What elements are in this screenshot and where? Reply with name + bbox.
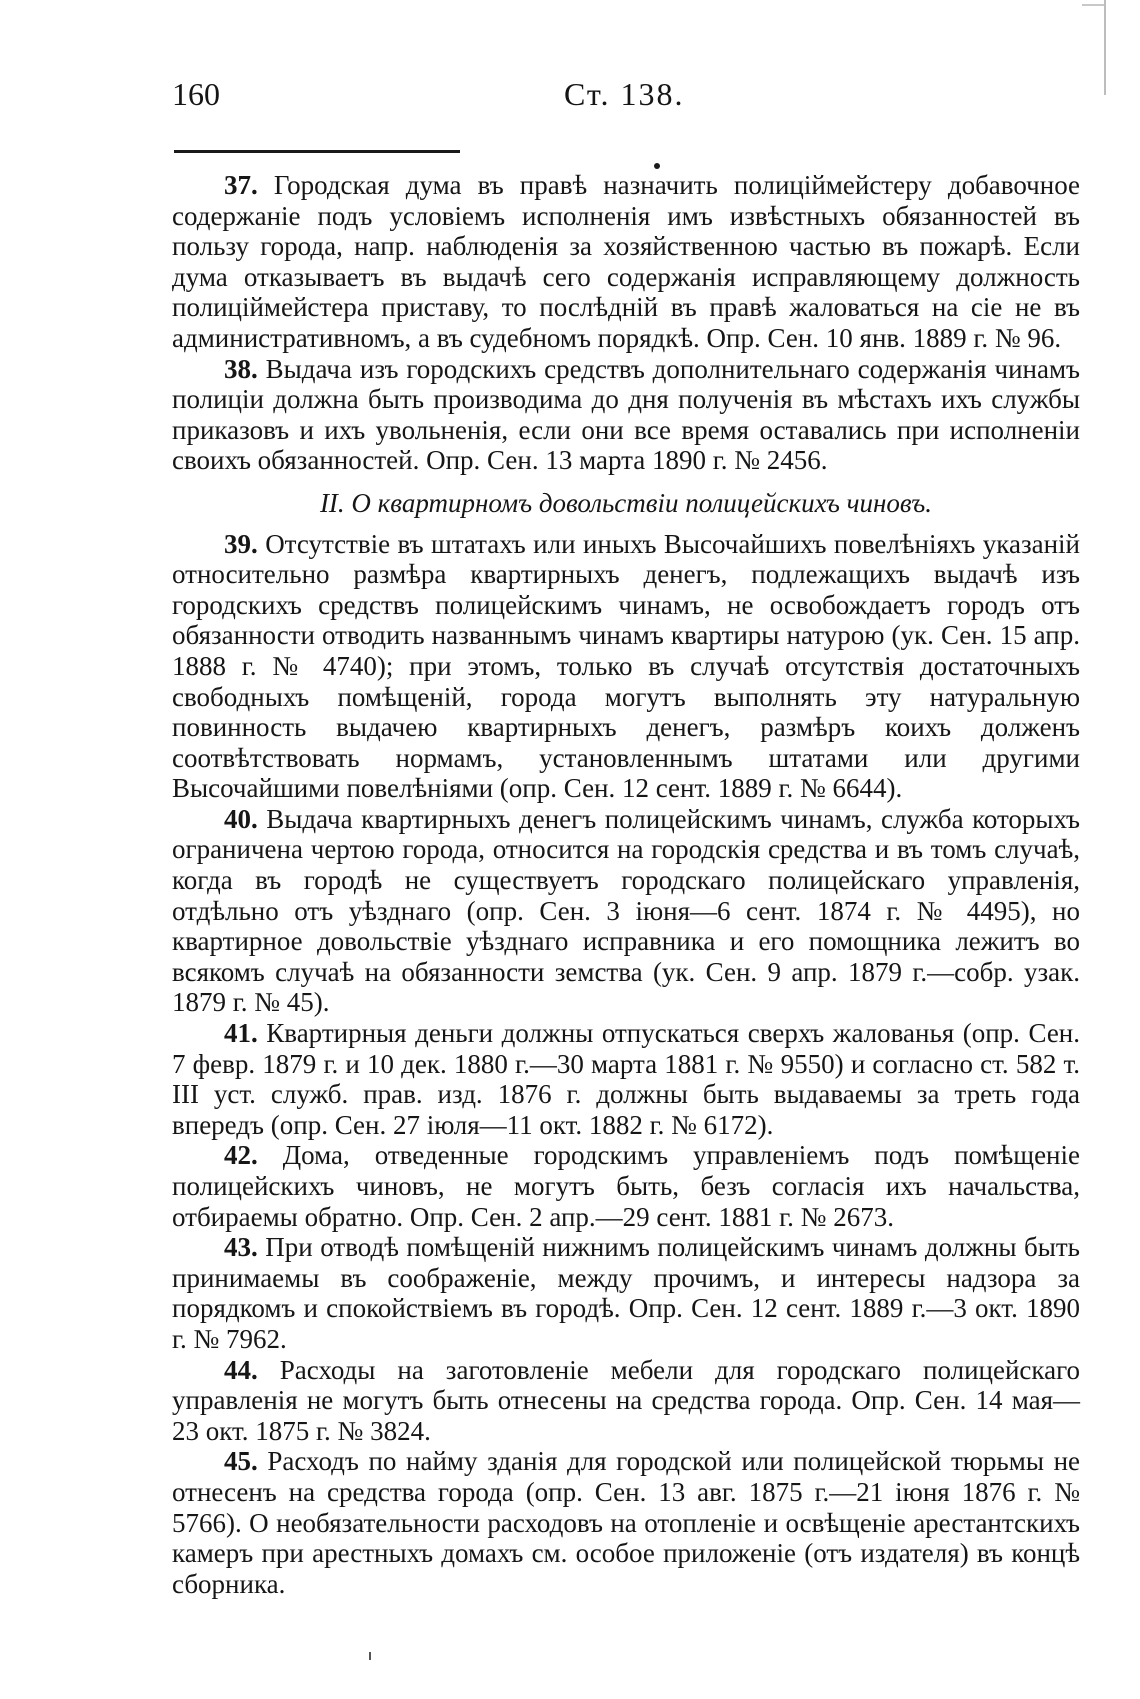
paragraph-number: 44. [224, 1354, 258, 1385]
paragraph-number: 45. [224, 1446, 258, 1477]
article-reference: Ст. 138. [564, 76, 685, 112]
paragraph-text: При отводѣ помѣщеній нижнимъ полицейскимъ чинамъ должны быть принимаемы въ соображеніе, между прочимъ, и интересы надзора за порядкомъ и спокойствіемъ въ городѣ. Опр. Сен. 12 сент. 1889 г.—3 окт. 1890 г. № 7962. [172, 1232, 1080, 1354]
paragraph-text: Квартирныя деньги должны отпускаться сверхъ жалованья (опр. Сен. 7 февр. 1879 г. и 10 дек. 1880 г.—30 марта 1881 г. № 9550) и согласно ст. 582 т. III уст. служб. прав. изд. 1876 г. должны быть выдаваемы за треть года впередъ (опр. Сен. 27 іюля—11 окт. 1882 г. № 6172). [172, 1018, 1081, 1140]
page-number: 160 [172, 76, 220, 112]
paragraph-number: 37. [224, 170, 258, 200]
paragraph-38 [172, 354, 1080, 476]
paragraph-number: 40. [224, 803, 258, 834]
paragraph-41 [172, 1018, 1080, 1140]
paragraph-39 [172, 529, 1080, 804]
header-rule [174, 150, 460, 153]
paragraph-number: 39. [224, 528, 258, 559]
paragraph-number: 42. [224, 1140, 258, 1171]
section-title: II. О квартирномъ довольствіи полицейскихъ чиновъ. [319, 487, 933, 518]
page-body [172, 170, 1080, 1599]
stray-dot [654, 163, 660, 169]
paragraph-45 [172, 1446, 1080, 1599]
paragraph-40 [172, 804, 1080, 1018]
paragraph-text: Расходы на заготовленіе мебели для городскаго полицейскаго управленія не могутъ быть отнесены на средства города. Опр. Сен. 14 мая—23 окт. 1875 г. № 3824. [172, 1354, 1080, 1446]
paragraph-43 [172, 1232, 1080, 1354]
scan-edge-line [1104, 0, 1106, 95]
paragraph-number: 41. [224, 1018, 258, 1049]
scan-edge-tick [1082, 4, 1104, 6]
stray-mark [369, 1652, 371, 1660]
paragraph-42 [172, 1140, 1080, 1232]
paragraph-44 [172, 1355, 1080, 1447]
page-header [172, 76, 1018, 126]
paragraph-number: 38. [224, 353, 258, 384]
paragraph-text: Отсутствіе въ штатахъ или иныхъ Высочайшихъ повелѣніяхъ указаній относительно размѣра квартирныхъ денегъ, подлежащихъ выдачѣ изъ городскихъ средствъ полицейскимъ чинамъ, не освобождаетъ городъ отъ обязанности отводить названнымъ чинамъ квартиры натурою (ук. Сен. 15 апр. 1888 г. № 4740); при этомъ, только въ случаѣ отсутствія достаточныхъ свободныхъ помѣщеній, города могутъ выполнять эту натуральную повинность выдачею квартирныхъ денегъ, размѣръ коихъ долженъ соотвѣтствовать нормамъ, установленнымъ штатами или другими Высочайшими повелѣніями (опр. Сен. 12 сент. 1889 г. № 6644). [172, 528, 1081, 804]
paragraph-text: Городская дума въ правѣ назначить полиціймейстеру добавочное содержаніе подъ условіемъ исполненія имъ извѣстныхъ обязанностей въ пользу города, напр. наблюденія за хозяйственною частью въ пожарѣ. Если дума отказываетъ въ выдачѣ сего содержанія исправляющему должность полиціймейстера приставу, то послѣдній въ правѣ жаловаться на сіе не въ административномъ, а въ судебномъ порядкѣ. Опр. Сен. 10 янв. 1889 г. № 96. [172, 170, 1081, 353]
paragraph-text: Расходъ по найму зданія для городской или полицейской тюрьмы не отнесенъ на средства города (опр. Сен. 13 авг. 1875 г.—21 іюня 1876 г. № 5766). О необязательности расходовъ на отопленіе и освѣщеніе арестантскихъ камеръ при арестныхъ домахъ см. особое приложеніе (отъ издателя) въ концѣ сборника. [172, 1446, 1081, 1599]
paragraph-text: Выдача квартирныхъ денегъ полицейскимъ чинамъ, служба которыхъ ограничена чертою города, относится на городскія средства и въ томъ случаѣ, когда въ городѣ не существуетъ городскаго полицейскаго управленія, отдѣльно отъ уѣзднаго (опр. Сен. 3 іюня—6 сент. 1874 г. № 4495), но квартирное довольствіе уѣзднаго исправника и его помощника лежитъ во всякомъ случаѣ на обязанности земства (ук. Сен. 9 апр. 1879 г.—собр. узак. 1879 г. № 45). [172, 803, 1080, 1018]
paragraph-text: Выдача изъ городскихъ средствъ дополнительнаго содержанія чинамъ полиціи должна быть производима до дня полученія въ мѣстахъ ихъ службы приказовъ и ихъ увольненія, если они все время оставались при исполненіи своихъ обязанностей. Опр. Сен. 13 марта 1890 г. № 2456. [172, 353, 1080, 476]
paragraph-37 [172, 170, 1080, 354]
paragraph-text: Дома, отведенные городскимъ управленіемъ подъ помѣщеніе полицейскихъ чиновъ, не могутъ быть, безъ согласія ихъ начальства, отбираемы обратно. Опр. Сен. 2 апр.—29 сент. 1881 г. № 2673. [172, 1140, 1080, 1232]
paragraph-number: 43. [224, 1232, 258, 1263]
